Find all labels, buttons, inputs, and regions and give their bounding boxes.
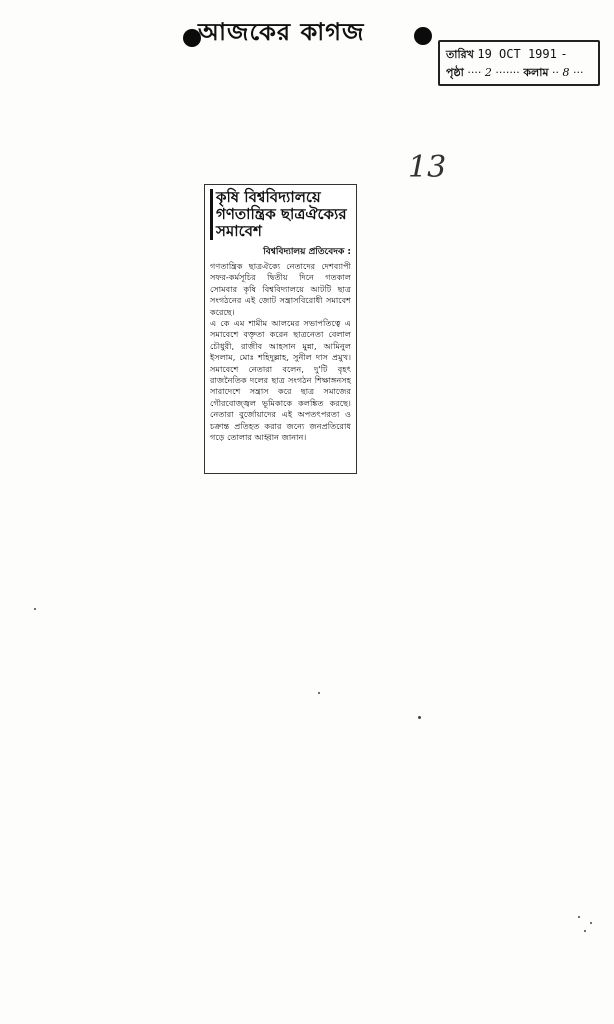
article-headline — [210, 189, 351, 240]
scan-speck — [578, 916, 580, 918]
stamp-column-value: 8 — [562, 66, 570, 79]
headline-line: কৃষি বিশ্ববিদ্যালয়ে — [216, 188, 321, 206]
scan-speck — [418, 716, 421, 719]
article-paragraph: এ কে এম শামীম আলমের সভাপতিত্বে এ সমাবেশে বক্তৃতা করেন ছাত্রনেতা বেলাল চৌধুরী, রাজীব আহসান মুন্না, আমিনুল ইসলাম, মোঃ শহিদুল্লাহ, সুনীল দাস প্রমুখ। সমাবেশে নেতারা বলেন, দু'টি বৃহৎ রাজনৈতিক দলের ছাত্র সংগঠন শিক্ষাঙ্গনসহ সারাদেশে সন্ত্রাস করে ছাত্র সমাজের গৌরবোজ্জ্বল ভূমিকাকে কলঙ্কিত করছে। নেতারা বুর্জোয়াদের এই অপতৎপরতা ও চক্রান্ত প্রতিহত করার জন্যে জনপ্রতিরোধ গড়ে তোলার আহ্বান জানান। — [210, 318, 351, 443]
stamp-page-label: পৃষ্ঠা — [446, 66, 464, 79]
stamp-column-label: কলাম — [523, 66, 549, 79]
headline-line: গণতান্ত্রিক ছাত্রঐক্যের — [216, 205, 347, 223]
scan-speck — [584, 930, 586, 932]
stamp-date-label: তারিখ — [446, 48, 474, 61]
scan-speck — [34, 608, 36, 610]
article-byline: বিশ্ববিদ্যালয় প্রতিবেদক : — [263, 247, 351, 257]
archive-stamp: তারিখ 19 OCT 1991 - পৃষ্ঠা ···· 2 ······· কলাম ·· 8 ··· — [438, 40, 600, 86]
scan-speck — [318, 692, 320, 694]
article-paragraph: গণতান্ত্রিক ছাত্রঐক্যে নেতাদের দেশব্যাপী সফর-কর্মসূচির দ্বিতীয় দিনে গতকাল সোমবার কৃষি বিশ্ববিদ্যালয়ে আটটি ছাত্র সংগঠনের এই জোট সন্ত্রাসবিরোধী সমাবেশ করেছে। — [210, 261, 351, 317]
scan-speck — [590, 922, 592, 924]
newspaper-clipping — [204, 184, 357, 474]
newspaper-masthead: আজকের কাগজ — [198, 18, 365, 46]
stamp-page-value: 2 — [484, 66, 492, 79]
punch-hole-right — [414, 27, 432, 45]
headline-line: সমাবেশ — [216, 222, 262, 240]
handwritten-page-number: 13 — [408, 150, 447, 185]
stamp-date-value: 19 OCT 1991 — [477, 47, 557, 61]
